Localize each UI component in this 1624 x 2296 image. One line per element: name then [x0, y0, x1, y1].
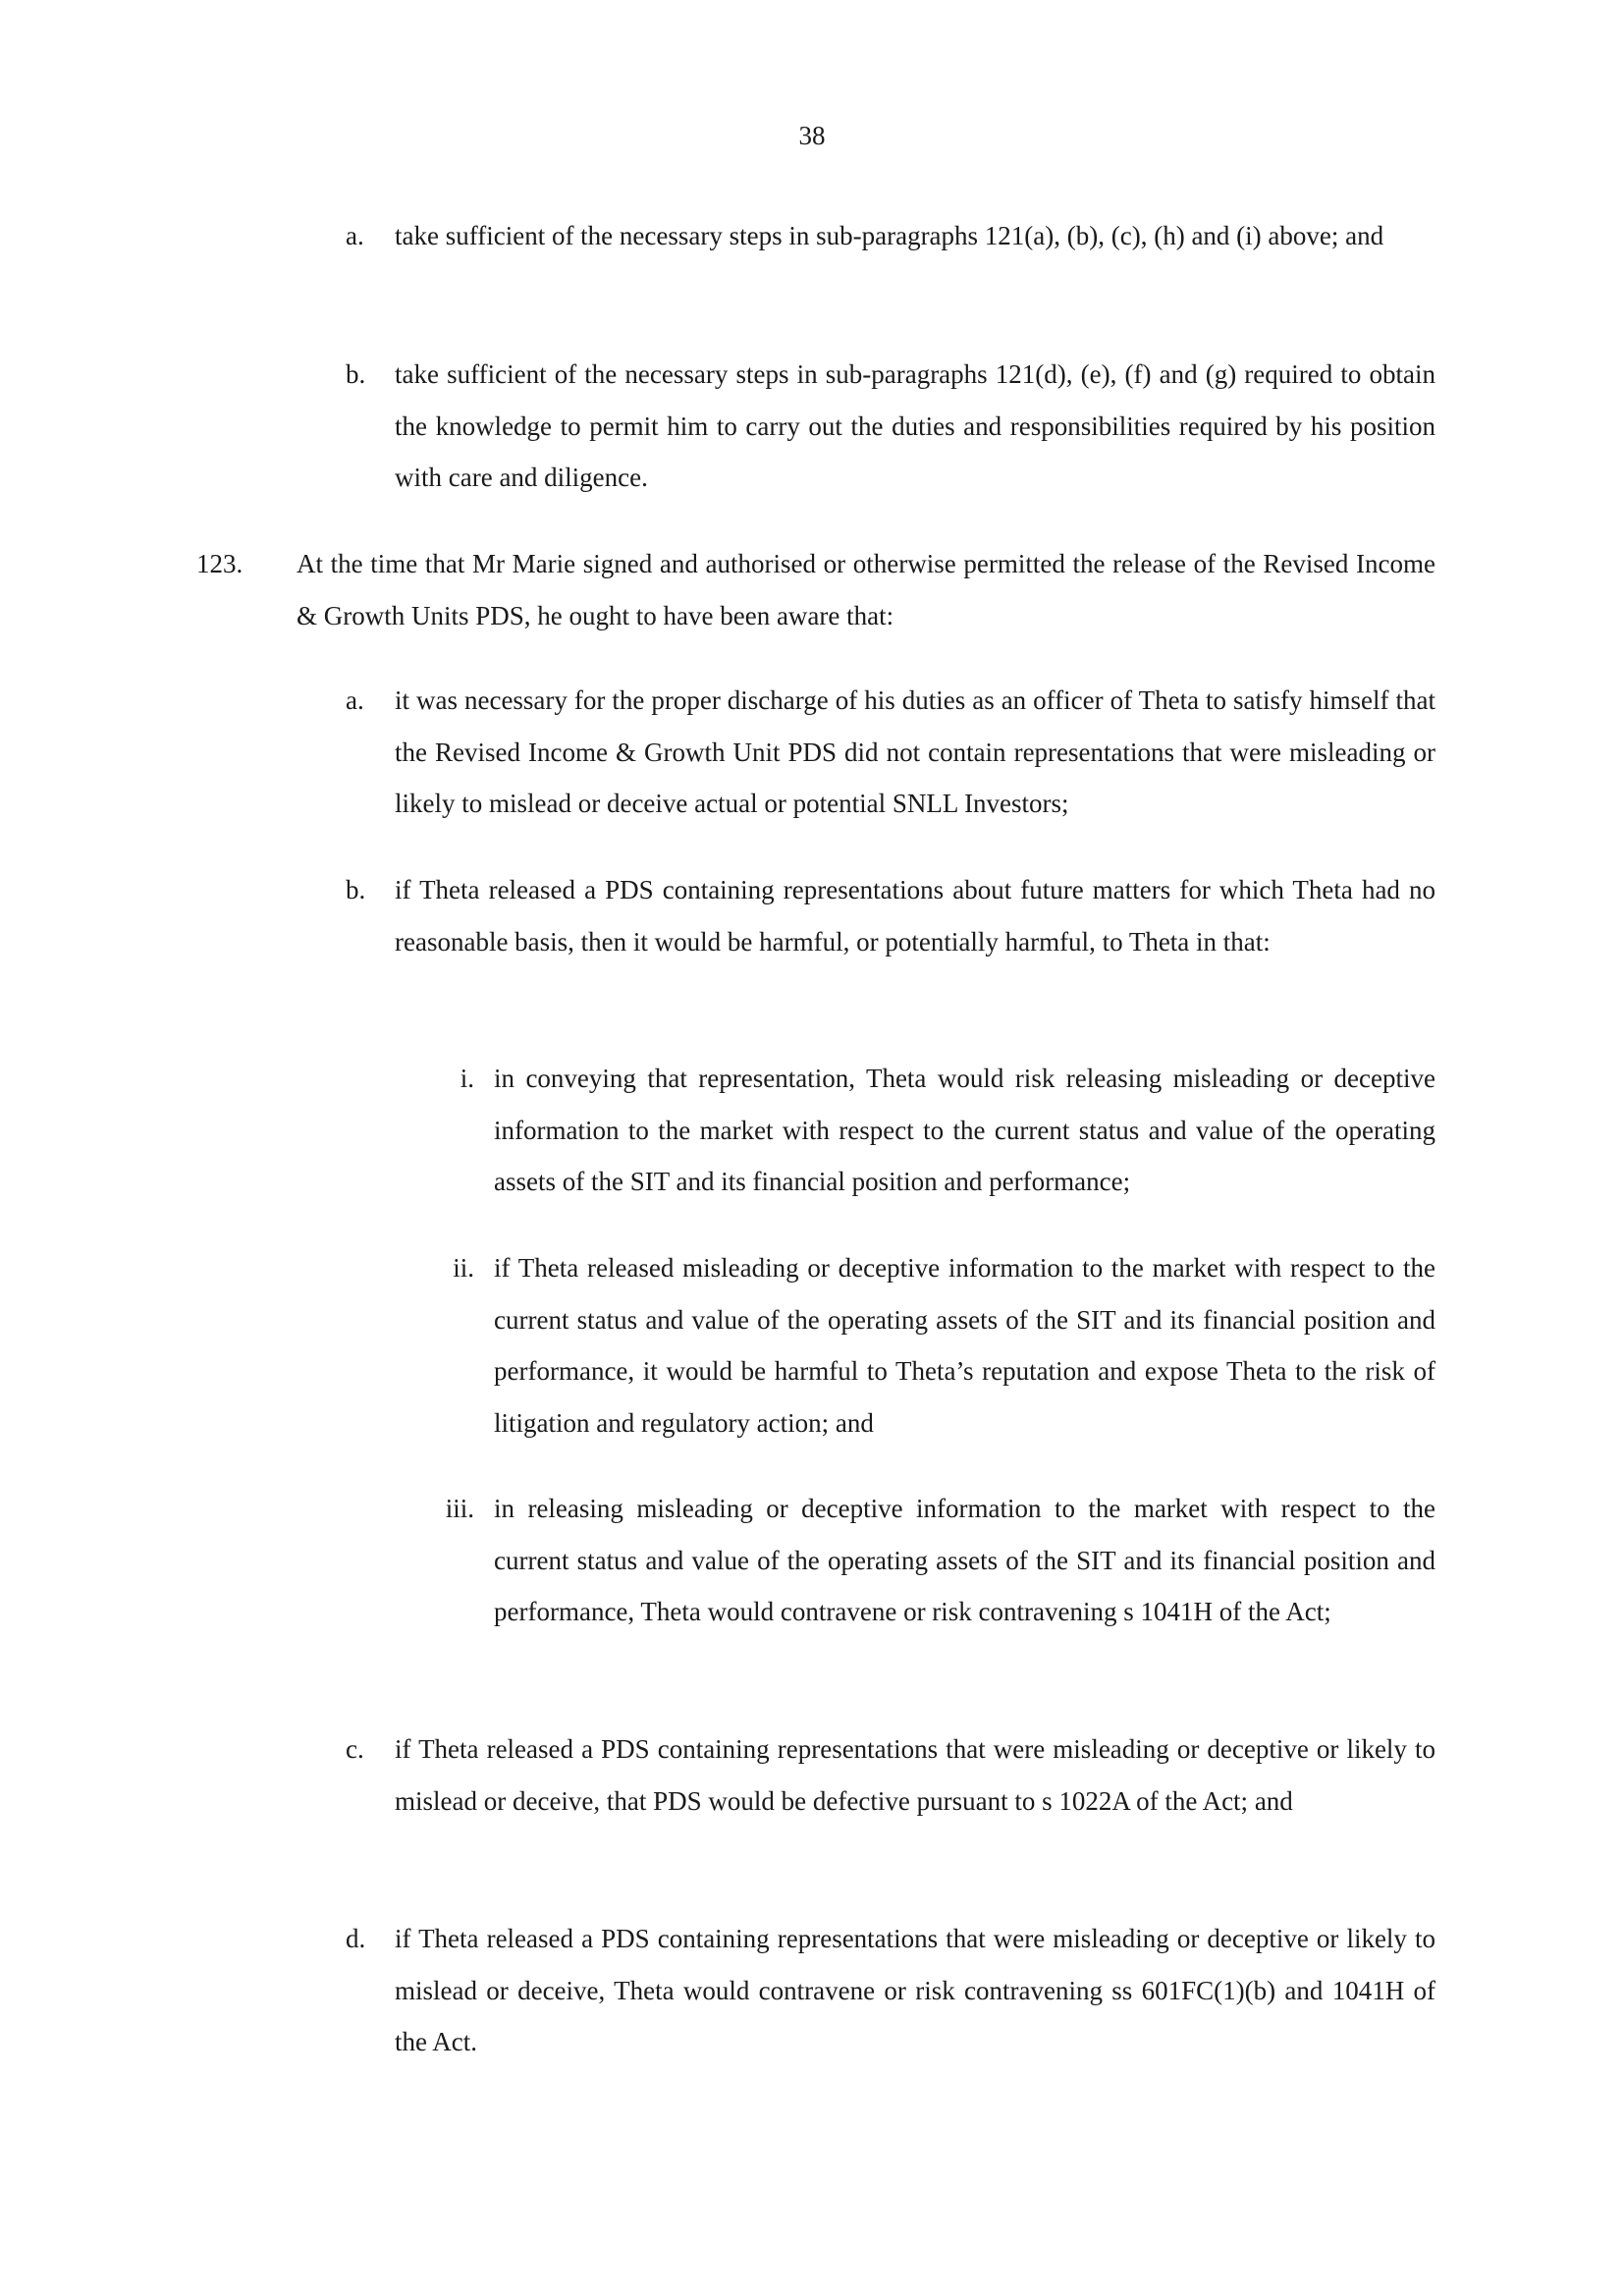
paragraph-text: At the time that Mr Marie signed and authorised or otherwise permitted the release of the Revised Income & Growth Units PDS, he ought to have been aware that: [297, 549, 1435, 630]
page-number: 38 [798, 121, 826, 150]
subsubparagraph-ii [453, 1242, 1435, 1449]
subparagraph-marker: a. [346, 221, 364, 250]
subparagraph-text: it was necessary for the proper discharge of his duties as an officer of Theta to satisfy himself that the Revised Income & Growth Unit PDS did not contain representations that were misleading or likely to mislead or deceive actual or potential SNLL Investors; [395, 685, 1435, 818]
subsubparagraph-marker: i. [460, 1064, 474, 1093]
subparagraph-c [346, 1723, 1435, 1827]
subparagraph-a [346, 675, 1435, 830]
subsubparagraph-i [460, 1053, 1435, 1208]
subparagraph-b [346, 349, 1435, 504]
subsubparagraph-marker: ii. [453, 1253, 474, 1283]
subparagraph-text: take sufficient of the necessary steps in sub-paragraphs 121(d), (e), (f) and (g) required to obtain the knowledge to permit him to carry out the duties and responsibilities required by his position with care and diligence. [395, 359, 1435, 492]
subsubparagraph-text: if Theta released misleading or deceptive information to the market with respect to the current status and value of the operating assets of the SIT and its financial position and performance, it would be harmful to Theta’s reputation and expose Theta to the risk of litigation and regulatory action; and [494, 1253, 1435, 1438]
paragraph-123 [196, 538, 1435, 641]
subparagraph-marker: b. [346, 875, 366, 904]
subparagraph-d [346, 1913, 1435, 2068]
subparagraph-marker: a. [346, 685, 364, 715]
subparagraph-a [346, 210, 1435, 262]
subparagraph-b [346, 864, 1435, 967]
subsubparagraph-text: in releasing misleading or deceptive information to the market with respect to the current status and value of the operating assets of the SIT and its financial position and performance, Theta would contravene or risk contravening s 1041H of the Act; [494, 1494, 1435, 1626]
paragraph-number: 123. [196, 549, 244, 578]
subparagraph-text: if Theta released a PDS containing representations that were misleading or deceptive or likely to mislead or deceive, that PDS would be defective pursuant to s 1022A of the Act; and [395, 1734, 1435, 1816]
subparagraph-text: if Theta released a PDS containing representations that were misleading or deceptive or likely to mislead or deceive, Theta would contravene or risk contravening ss 601FC(1)(b) and 1041H of the Act. [395, 1924, 1435, 2056]
subparagraph-text: take sufficient of the necessary steps in sub-paragraphs 121(a), (b), (c), (h) and (i) above; and [395, 221, 1384, 250]
subparagraph-marker: b. [346, 359, 366, 389]
subparagraph-text: if Theta released a PDS containing representations about future matters for which Theta had no reasonable basis, then it would be harmful, or potentially harmful, to Theta in that: [395, 875, 1435, 957]
subsubparagraph-iii [445, 1483, 1435, 1638]
subsubparagraph-marker: iii. [445, 1494, 474, 1523]
subsubparagraph-text: in conveying that representation, Theta would risk releasing misleading or deceptive information to the market with respect to the current status and value of the operating assets of the SIT and its financial position and performance; [494, 1064, 1435, 1196]
subparagraph-marker: d. [346, 1924, 366, 1953]
subparagraph-marker: c. [346, 1734, 364, 1764]
